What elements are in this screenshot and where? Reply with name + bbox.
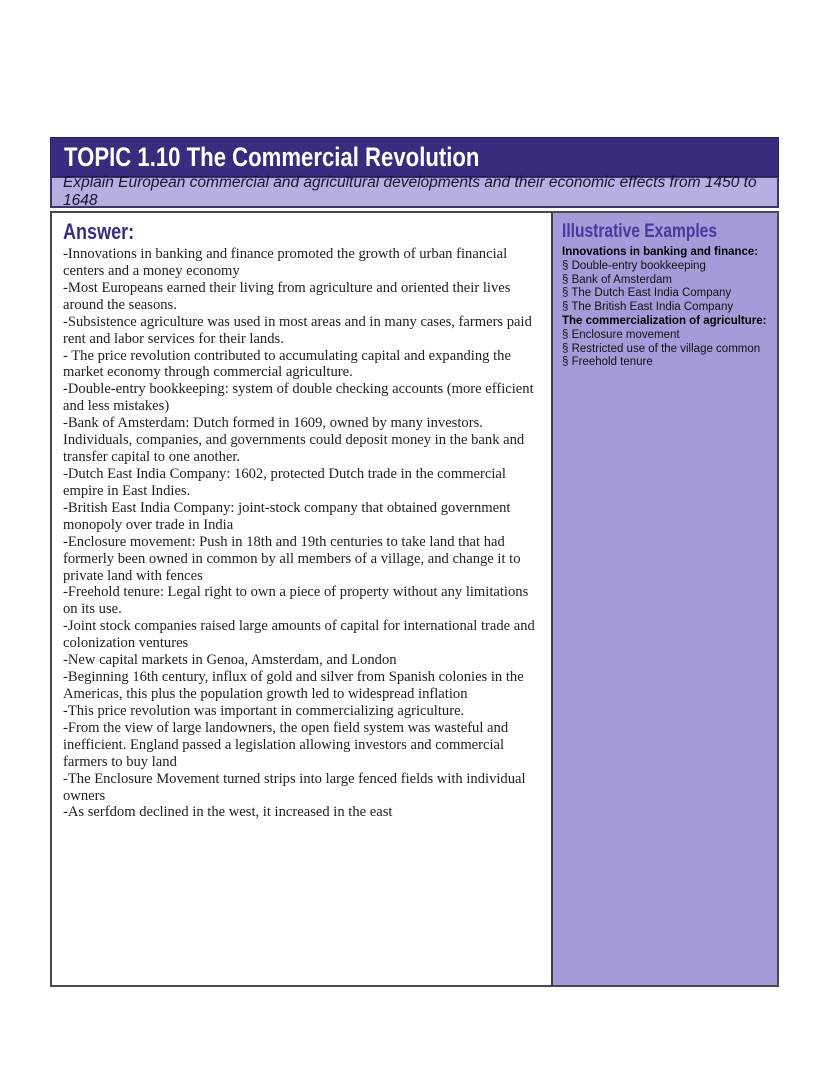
illustrative-examples-sidebar bbox=[551, 213, 777, 985]
illustrative-examples-heading: Illustrative Examples bbox=[562, 221, 718, 242]
topic-title: TOPIC 1.10 The Commercial Revolution bbox=[64, 141, 480, 172]
topic-header-bar bbox=[50, 137, 779, 177]
answer-bullet: -From the view of large landowners, the open field system was wasteful and inefficient. England passed a legislation allowing investors and commercial farmers to buy land bbox=[63, 719, 509, 770]
answer-bullet: -This price revolution was important in commercializing agriculture. bbox=[63, 702, 465, 719]
answer-bullet: -The Enclosure Movement turned strips into large fenced fields with individual owners bbox=[63, 770, 526, 804]
answer-bullet: -Subsistence agriculture was used in most areas and in many cases, farmers paid rent and labor services for their lands. bbox=[63, 313, 532, 347]
example-item: § Double-entry bookkeeping bbox=[562, 259, 706, 272]
example-group-title: The commercialization of agriculture: bbox=[562, 314, 767, 327]
example-item: § The Dutch East India Company bbox=[562, 287, 732, 300]
example-item: § Enclosure movement bbox=[562, 328, 680, 341]
answer-bullet: -Dutch East India Company: 1602, protected Dutch trade in the commercial empire in East Indies. bbox=[63, 465, 506, 499]
answer-bullet: -Double-entry bookkeeping: system of double checking accounts (more efficient and less mistakes) bbox=[63, 381, 534, 415]
prompt-text: Explain European commercial and agricultural developments and their economic effects from 1450 to 1648 bbox=[63, 174, 757, 209]
illustrative-examples-heading-row bbox=[562, 221, 768, 243]
answer-bullet: -Bank of Amsterdam: Dutch formed in 1609, owned by many investors. Individuals, companies, and governments could deposit money in the bank and transfer capital to one another. bbox=[63, 415, 525, 466]
example-item: § The British East India Company bbox=[562, 301, 734, 314]
answer-bullet: -Beginning 16th century, influx of gold and silver from Spanish colonies in the Americas, this plus the population growth led to widespread inflation bbox=[63, 669, 524, 702]
prompt-bar bbox=[50, 174, 779, 209]
answer-column bbox=[52, 213, 551, 985]
content-area bbox=[50, 211, 779, 987]
answer-bullet: -Innovations in banking and finance promoted the growth of urban financial centers and a money economy bbox=[63, 246, 508, 279]
answer-bullet: - The price revolution contributed to accumulating capital and expanding the market economy through commercial agriculture. bbox=[63, 347, 511, 381]
answer-heading-row bbox=[63, 219, 540, 245]
example-group-title: Innovations in banking and finance: bbox=[562, 246, 759, 258]
answer-bullet: -Most Europeans earned their living from agriculture and oriented their lives around the seasons. bbox=[63, 279, 511, 313]
answer-bullet: -As serfdom declined in the west, it increased in the east bbox=[63, 804, 393, 821]
example-item: § Restricted use of the village common bbox=[562, 342, 761, 355]
document bbox=[50, 137, 779, 987]
answer-bullet: -Freehold tenure: Legal right to own a piece of property without any limitations on its use. bbox=[63, 584, 529, 618]
example-item: § Bank of Amsterdam bbox=[562, 273, 672, 286]
answer-heading: Answer: bbox=[63, 219, 135, 244]
answer-bullet: -British East India Company: joint-stock company that obtained government monopoly over trade in India bbox=[63, 499, 511, 533]
example-item: § Freehold tenure bbox=[562, 356, 653, 369]
answer-bullet: -Enclosure movement: Push in 18th and 19th centuries to take land that had formerly been owned in common by all members of a village, and change it to private land with fences bbox=[63, 533, 521, 584]
answer-bullet: -New capital markets in Genoa, Amsterdam, and London bbox=[63, 652, 397, 669]
answer-bullet: -Joint stock companies raised large amounts of capital for international trade and colonization ventures bbox=[63, 618, 535, 652]
